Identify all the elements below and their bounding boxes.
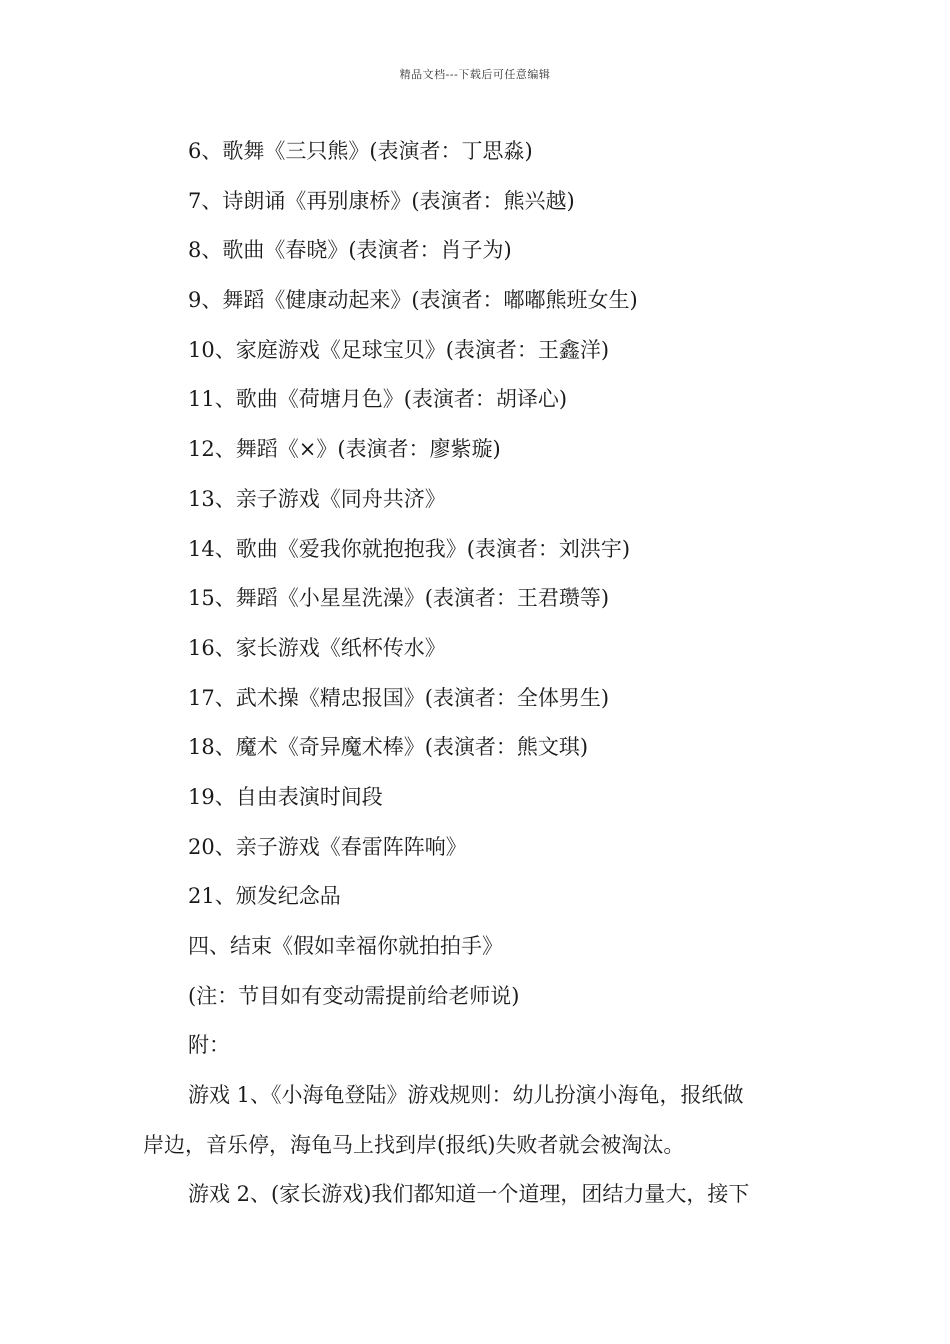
- document-body: [0, 132, 950, 1225]
- program-item-12: 12、舞蹈《×》(表演者：廖紫璇): [188, 437, 501, 462]
- program-item-11: 11、歌曲《荷塘月色》(表演者：胡译心): [188, 387, 568, 412]
- program-item-21: 21、颁发纪念品: [188, 884, 341, 909]
- game-1-line-2: 岸边，音乐停，海龟马上找到岸(报纸)失败者就会被淘汰。: [143, 1132, 685, 1157]
- game-2-paragraph: [0, 1175, 950, 1225]
- game-2-line-1: 游戏 2、(家长游戏)我们都知道一个道理，团结力量大，接下: [188, 1182, 750, 1207]
- page-header: 精品文档---下载后可任意编辑: [399, 68, 551, 81]
- program-item-7: 7、诗朗诵《再别康桥》(表演者：熊兴越): [188, 188, 575, 213]
- closing-item: 四、结束《假如幸福你就拍拍手》: [188, 934, 503, 958]
- program-item-17: 17、武术操《精忠报国》(表演者：全体男生): [188, 685, 610, 710]
- program-note: (注：节目如有变动需提前给老师说): [188, 983, 520, 1008]
- program-item-10: 10、家庭游戏《足球宝贝》(表演者：王鑫洋): [188, 337, 610, 362]
- program-item-20: 20、亲子游戏《春雷阵阵响》: [188, 834, 467, 859]
- program-item-19: 19、自由表演时间段: [188, 784, 383, 809]
- appendix-heading: 附：: [188, 1033, 230, 1058]
- program-item-18: 18、魔术《奇异魔术棒》(表演者：熊文琪): [188, 735, 589, 760]
- program-item-15: 15、舞蹈《小星星洗澡》(表演者：王君瓒等): [188, 586, 610, 611]
- program-item-8: 8、歌曲《春晓》(表演者：肖子为): [188, 238, 512, 263]
- program-item-14: 14、歌曲《爱我你就抱抱我》(表演者：刘洪宇): [188, 536, 631, 561]
- program-item-13: 13、亲子游戏《同舟共济》: [188, 486, 446, 511]
- program-item-16: 16、家长游戏《纸杯传水》: [188, 635, 446, 660]
- game-1-paragraph: [0, 1076, 950, 1175]
- program-item-9: 9、舞蹈《健康动起来》(表演者：嘟嘟熊班女生): [188, 288, 638, 313]
- game-1-line-1: 游戏 1、《小海龟登陆》游戏规则：幼儿扮演小海龟，报纸做: [188, 1083, 744, 1108]
- program-item-6: 6、歌舞《三只熊》(表演者：丁思淼): [188, 139, 533, 163]
